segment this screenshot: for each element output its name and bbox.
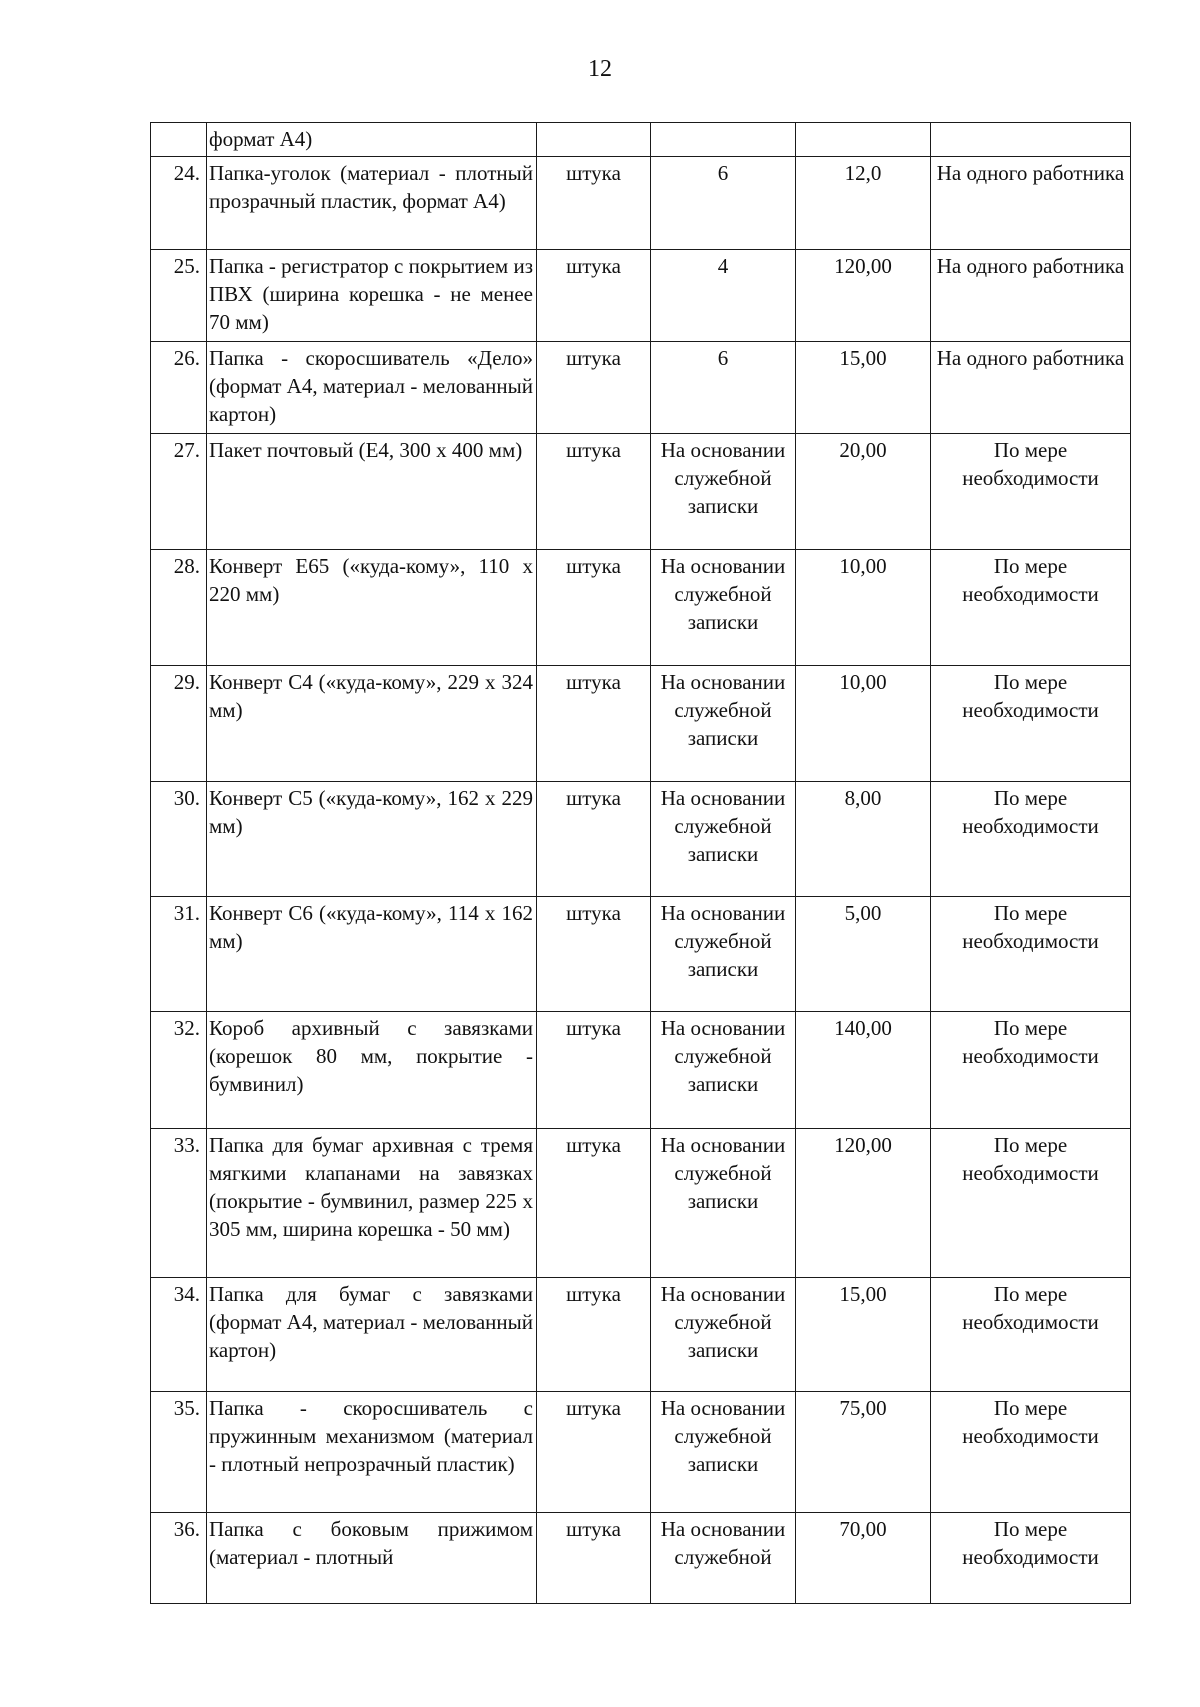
note: По мере необходимости	[931, 1012, 1131, 1129]
supply-norms-table	[150, 122, 1131, 1604]
price: 10,00	[796, 666, 931, 782]
item-name: Пакет почтовый (Е4, 300 х 400 мм)	[207, 434, 537, 550]
unit-of-measure: штука	[537, 1129, 651, 1278]
note	[931, 123, 1131, 157]
price: 140,00	[796, 1012, 931, 1129]
table-body	[151, 123, 1131, 1604]
table-row	[151, 550, 1131, 666]
item-name: Папка - регистратор с покрытием из ПВХ (ширина корешка - не менее 70 мм)	[207, 250, 537, 342]
unit-of-measure: штука	[537, 897, 651, 1012]
note: На одного работника	[931, 250, 1131, 342]
table-row	[151, 1278, 1131, 1392]
quantity: На основании служебной записки	[651, 782, 796, 897]
note: По мере необходимости	[931, 1513, 1131, 1604]
quantity: На основании служебной записки	[651, 666, 796, 782]
table-row	[151, 1129, 1131, 1278]
item-name: Папка для бумаг архивная с тремя мягкими клапанами на завязках (покрытие - бумвинил, размер 225 х 305 мм, ширина корешка - 50 мм)	[207, 1129, 537, 1278]
price: 12,0	[796, 157, 931, 250]
row-number: 28.	[151, 550, 207, 666]
item-name: Конверт С5 («куда-кому», 162 х 229 мм)	[207, 782, 537, 897]
unit-of-measure: штука	[537, 342, 651, 434]
price: 120,00	[796, 250, 931, 342]
quantity: На основании служебной записки	[651, 1129, 796, 1278]
quantity	[651, 123, 796, 157]
row-number: 26.	[151, 342, 207, 434]
table-row	[151, 666, 1131, 782]
table-row	[151, 157, 1131, 250]
table-row	[151, 342, 1131, 434]
price: 10,00	[796, 550, 931, 666]
quantity: 4	[651, 250, 796, 342]
quantity: На основании служебной записки	[651, 1392, 796, 1513]
item-name: формат А4)	[207, 123, 537, 157]
row-number: 27.	[151, 434, 207, 550]
row-number: 34.	[151, 1278, 207, 1392]
quantity: На основании служебной записки	[651, 434, 796, 550]
table-row	[151, 1012, 1131, 1129]
row-number: 31.	[151, 897, 207, 1012]
note: По мере необходимости	[931, 1129, 1131, 1278]
price: 8,00	[796, 782, 931, 897]
row-number: 24.	[151, 157, 207, 250]
note: На одного работника	[931, 342, 1131, 434]
price: 75,00	[796, 1392, 931, 1513]
table-row	[151, 897, 1131, 1012]
unit-of-measure	[537, 123, 651, 157]
quantity: На основании служебной записки	[651, 1012, 796, 1129]
row-number: 30.	[151, 782, 207, 897]
unit-of-measure: штука	[537, 550, 651, 666]
table-row	[151, 782, 1131, 897]
row-number: 25.	[151, 250, 207, 342]
item-name: Конверт С4 («куда-кому», 229 х 324 мм)	[207, 666, 537, 782]
table-row	[151, 250, 1131, 342]
row-number: 29.	[151, 666, 207, 782]
item-name: Папка - скоросшиватель с пружинным механизмом (материал - плотный непрозрачный пластик)	[207, 1392, 537, 1513]
price: 5,00	[796, 897, 931, 1012]
unit-of-measure: штука	[537, 1513, 651, 1604]
price: 70,00	[796, 1513, 931, 1604]
unit-of-measure: штука	[537, 782, 651, 897]
quantity: На основании служебной записки	[651, 897, 796, 1012]
note: По мере необходимости	[931, 666, 1131, 782]
note: По мере необходимости	[931, 550, 1131, 666]
note: По мере необходимости	[931, 434, 1131, 550]
page-number: 12	[588, 56, 612, 82]
note: По мере необходимости	[931, 1392, 1131, 1513]
price: 15,00	[796, 1278, 931, 1392]
quantity: 6	[651, 157, 796, 250]
row-number: 33.	[151, 1129, 207, 1278]
unit-of-measure: штука	[537, 1012, 651, 1129]
table-row	[151, 1392, 1131, 1513]
note: По мере необходимости	[931, 1278, 1131, 1392]
note: По мере необходимости	[931, 782, 1131, 897]
price	[796, 123, 931, 157]
table-row	[151, 1513, 1131, 1604]
quantity: 6	[651, 342, 796, 434]
table-row	[151, 434, 1131, 550]
item-name: Короб архивный с завязками (корешок 80 мм, покрытие - бумвинил)	[207, 1012, 537, 1129]
row-number: 32.	[151, 1012, 207, 1129]
row-number	[151, 123, 207, 157]
item-name: Конверт С6 («куда-кому», 114 х 162 мм)	[207, 897, 537, 1012]
quantity: На основании служебной	[651, 1513, 796, 1604]
unit-of-measure: штука	[537, 666, 651, 782]
item-name: Папка-уголок (материал - плотный прозрачный пластик, формат А4)	[207, 157, 537, 250]
price: 20,00	[796, 434, 931, 550]
price: 15,00	[796, 342, 931, 434]
item-name: Папка - скоросшиватель «Дело» (формат А4, материал - мелованный картон)	[207, 342, 537, 434]
unit-of-measure: штука	[537, 434, 651, 550]
quantity: На основании служебной записки	[651, 1278, 796, 1392]
row-number: 35.	[151, 1392, 207, 1513]
unit-of-measure: штука	[537, 250, 651, 342]
unit-of-measure: штука	[537, 157, 651, 250]
price: 120,00	[796, 1129, 931, 1278]
unit-of-measure: штука	[537, 1392, 651, 1513]
item-name: Конверт Е65 («куда-кому», 110 х 220 мм)	[207, 550, 537, 666]
table-row-continuation	[151, 123, 1131, 157]
note: На одного работника	[931, 157, 1131, 250]
item-name: Папка для бумаг с завязками (формат А4, материал - мелованный картон)	[207, 1278, 537, 1392]
row-number: 36.	[151, 1513, 207, 1604]
unit-of-measure: штука	[537, 1278, 651, 1392]
item-name: Папка с боковым прижимом (материал - плотный	[207, 1513, 537, 1604]
note: По мере необходимости	[931, 897, 1131, 1012]
quantity: На основании служебной записки	[651, 550, 796, 666]
